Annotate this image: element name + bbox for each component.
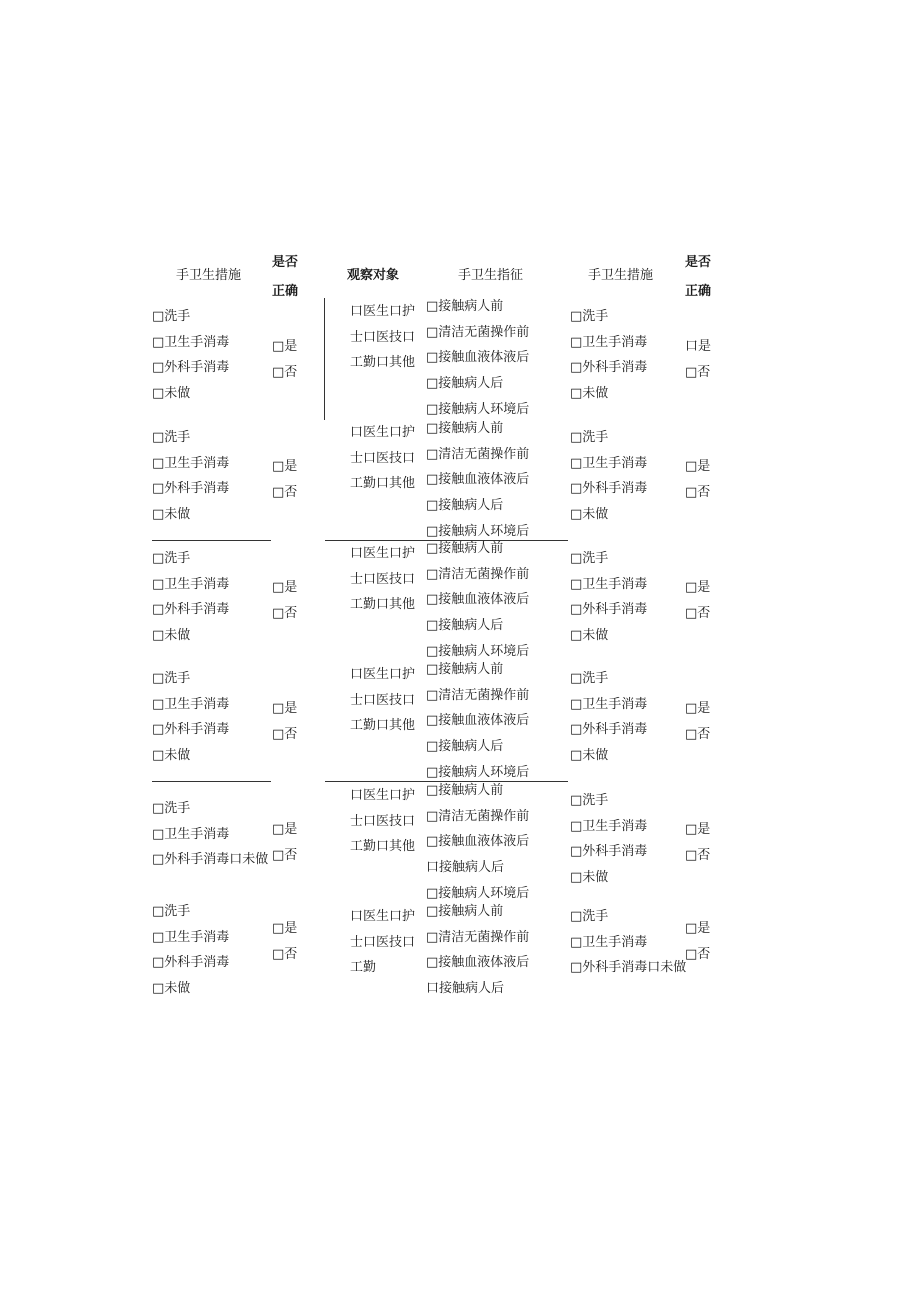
checkbox-after-body-fluid[interactable]: □接触血液体液后 — [426, 713, 530, 729]
checkbox-before-aseptic[interactable]: □清洁无菌操作前 — [426, 929, 530, 945]
observer-line2[interactable]: 士口医技口 — [350, 571, 416, 587]
checkbox-surgical-disinfection[interactable]: □外科手消毒 — [152, 955, 230, 971]
checkbox-no[interactable]: □否 — [272, 484, 298, 500]
checkbox-after-body-fluid[interactable]: □接触血液体液后 — [426, 350, 530, 366]
row3-indications — [426, 536, 529, 664]
observer-line2[interactable]: 士口医技口 — [350, 813, 416, 829]
checkbox-wash-hands[interactable]: □洗手 — [152, 801, 191, 816]
observer-line3[interactable]: 工勤口其他 — [350, 355, 416, 371]
checkbox-after-body-fluid[interactable]: □接触血液体液后 — [426, 592, 530, 608]
checkbox-hand-disinfection[interactable]: □卫生手消毒 — [570, 818, 648, 834]
checkbox-no[interactable]: □否 — [685, 726, 711, 742]
row6-measures-left — [152, 899, 229, 1002]
row5-indications — [426, 778, 529, 906]
checkbox-hand-disinfection[interactable]: □卫生手消毒 — [570, 455, 648, 471]
checkbox-wash-hands[interactable]: □洗手 — [570, 909, 609, 924]
row2-correct-left — [272, 454, 297, 505]
checkbox-hand-disinfection[interactable]: □卫生手消毒 — [152, 696, 230, 712]
checkbox-before-patient[interactable]: □接触病人前 — [426, 783, 504, 798]
checkbox-before-aseptic[interactable]: □清洁无菌操作前 — [426, 446, 530, 462]
checkbox-no[interactable]: □否 — [685, 484, 711, 500]
observer-line1[interactable]: 口医生口护 — [350, 667, 416, 682]
checkbox-before-patient[interactable]: □接触病人前 — [426, 662, 504, 677]
row6-correct-left — [272, 916, 297, 967]
row4-measures-right — [570, 666, 647, 769]
checkbox-no[interactable]: □否 — [272, 726, 298, 742]
checkbox-wash-hands[interactable]: □洗手 — [152, 904, 191, 919]
row3-observer — [350, 541, 415, 618]
checkbox-before-aseptic[interactable]: □清洁无菌操作前 — [426, 687, 530, 703]
checkbox-after-body-fluid[interactable]: □接触血液体液后 — [426, 472, 530, 488]
checkbox-no[interactable]: □否 — [685, 364, 711, 380]
checkbox-no[interactable]: □否 — [272, 946, 298, 962]
checkbox-surgical-disinfection[interactable]: □外科手消毒 — [152, 602, 230, 618]
checkbox-hand-disinfection[interactable]: □卫生手消毒 — [152, 929, 230, 945]
row5-correct-left — [272, 817, 297, 868]
checkbox-wash-hands[interactable]: □洗手 — [570, 671, 609, 686]
row4-indications — [426, 657, 529, 785]
checkbox-before-patient[interactable]: □接触病人前 — [426, 421, 504, 436]
checkbox-hand-disinfection[interactable]: □卫生手消毒 — [152, 334, 230, 350]
row4-correct-left — [272, 696, 297, 747]
checkbox-not-done[interactable]: □未做 — [152, 748, 191, 764]
observer-line2[interactable]: 士口医技口 — [350, 692, 416, 708]
checkbox-yes[interactable]: □是 — [272, 459, 298, 474]
divider-row4-left — [152, 781, 271, 782]
checkbox-not-done[interactable]: □未做 — [570, 628, 609, 644]
checkbox-not-done[interactable]: □未做 — [570, 870, 609, 886]
row1-correct-left — [272, 334, 297, 385]
checkbox-surgical-disinfection[interactable]: □外科手消毒 — [152, 722, 230, 738]
checkbox-hand-disinfection[interactable]: □卫生手消毒 — [570, 334, 648, 350]
checkbox-wash-hands[interactable]: □洗手 — [570, 430, 609, 445]
checkbox-not-done[interactable]: □未做 — [152, 386, 191, 402]
divider-row2-left — [152, 540, 271, 541]
row3-measures-left — [152, 546, 229, 649]
header-observation-subject: 观察对象 — [347, 268, 400, 283]
checkbox-before-aseptic[interactable]: □清洁无菌操作前 — [426, 566, 530, 582]
header-correct-left-line2: 正确 — [272, 284, 299, 299]
row5-measures-left — [152, 796, 274, 898]
checkbox-surgical-disinfection[interactable]: □外科手消毒 — [152, 360, 230, 376]
checkbox-yes[interactable]: □是 — [272, 580, 298, 595]
checkbox-no[interactable]: □否 — [685, 946, 711, 962]
checkbox-not-done[interactable]: □未做 — [570, 507, 609, 523]
observer-line1[interactable]: 口医生口护 — [350, 909, 416, 924]
row6-correct-right — [685, 916, 710, 967]
checkbox-hand-disinfection[interactable]: □卫生手消毒 — [570, 576, 648, 592]
checkbox-yes[interactable]: □是 — [685, 921, 711, 936]
row2-observer — [350, 420, 415, 497]
observer-line3[interactable]: 工勤 — [350, 960, 377, 976]
checkbox-after-environment[interactable]: □接触病人环境后 — [426, 523, 530, 539]
checkbox-after-patient[interactable]: 口接触病人后 — [426, 860, 505, 876]
row1-measures-left — [152, 304, 229, 407]
header-hand-hygiene-measure-left: 手卫生措施 — [176, 268, 242, 283]
row4-correct-right — [685, 696, 710, 747]
checkbox-after-body-fluid[interactable]: □接触血液体液后 — [426, 955, 530, 971]
checkbox-yes[interactable]: 口是 — [685, 339, 712, 354]
checkbox-after-environment[interactable]: □接触病人环境后 — [426, 401, 530, 417]
checkbox-after-patient[interactable]: 口接触病人后 — [426, 981, 505, 997]
checkbox-not-done[interactable]: □未做 — [570, 386, 609, 402]
checkbox-before-aseptic[interactable]: □清洁无菌操作前 — [426, 324, 530, 340]
checkbox-yes[interactable]: □是 — [272, 701, 298, 716]
checkbox-wash-hands[interactable]: □洗手 — [152, 551, 191, 566]
checkbox-wash-hands[interactable]: □洗手 — [570, 793, 609, 808]
checkbox-hand-disinfection[interactable]: □卫生手消毒 — [152, 576, 230, 592]
row3-measures-right — [570, 546, 647, 649]
checkbox-wash-hands[interactable]: □洗手 — [570, 551, 609, 566]
observer-line2[interactable]: 士口医技口 — [350, 450, 416, 466]
checkbox-not-done[interactable]: □未做 — [152, 981, 191, 997]
checkbox-not-done[interactable]: □未做 — [152, 628, 191, 644]
checkbox-not-done[interactable]: □未做 — [152, 507, 191, 523]
header-hand-hygiene-measure-right: 手卫生措施 — [588, 268, 654, 283]
row5-measures-right — [570, 788, 647, 891]
header-correct-right-line2: 正确 — [685, 284, 712, 299]
checkbox-wash-hands[interactable]: □洗手 — [152, 309, 191, 324]
observer-line3[interactable]: 工勤口其他 — [350, 718, 416, 734]
checkbox-after-environment[interactable]: □接触病人环境后 — [426, 643, 530, 659]
row2-correct-right — [685, 454, 710, 505]
row1-measures-right — [570, 304, 647, 407]
checkbox-hand-disinfection[interactable]: □卫生手消毒 — [152, 455, 230, 471]
observer-line1[interactable]: 口医生口护 — [350, 788, 416, 803]
checkbox-yes[interactable]: □是 — [272, 822, 298, 837]
checkbox-yes[interactable]: □是 — [685, 701, 711, 716]
row2-measures-right — [570, 425, 647, 528]
row2-indications — [426, 416, 529, 544]
checkbox-surgical-disinfection[interactable]: □外科手消毒 — [570, 360, 648, 376]
checkbox-yes[interactable]: □是 — [685, 580, 711, 595]
checkbox-surgical-disinfection[interactable]: □外科手消毒 — [570, 602, 648, 618]
checkbox-hand-disinfection[interactable]: □卫生手消毒 — [570, 696, 648, 712]
checkbox-no[interactable]: □否 — [272, 605, 298, 621]
checkbox-surgical-disinfection[interactable]: □外科手消毒 — [152, 481, 230, 497]
divider-vertical — [324, 298, 325, 420]
checkbox-yes[interactable]: □是 — [272, 339, 298, 354]
observer-line2[interactable]: 士口医技口 — [350, 329, 416, 345]
observer-line1[interactable]: 口医生口护 — [350, 546, 416, 561]
observer-line1[interactable]: 口医生口护 — [350, 425, 416, 440]
observer-line2[interactable]: 士口医技口 — [350, 934, 416, 950]
row4-observer — [350, 662, 415, 739]
header-correct-left-line1: 是否 — [272, 255, 299, 270]
checkbox-after-patient[interactable]: □接触病人后 — [426, 376, 504, 392]
row6-observer — [350, 904, 415, 981]
checkbox-no[interactable]: □否 — [685, 847, 711, 863]
checkbox-after-body-fluid[interactable]: □接触血液体液后 — [426, 834, 530, 850]
checkbox-before-patient[interactable]: □接触病人前 — [426, 541, 504, 556]
checkbox-no[interactable]: □否 — [272, 364, 298, 380]
row6-measures-right — [570, 904, 688, 1006]
header-correct-right-line1: 是否 — [685, 255, 712, 270]
observer-line3[interactable]: 工勤口其他 — [350, 839, 416, 855]
observer-line3[interactable]: 工勤口其他 — [350, 597, 416, 613]
checkbox-surgical-disinfection[interactable]: □外科手消毒 — [570, 481, 648, 497]
checkbox-before-patient[interactable]: □接触病人前 — [426, 299, 504, 314]
checkbox-after-patient[interactable]: □接触病人后 — [426, 498, 504, 514]
checkbox-wash-hands[interactable]: □洗手 — [152, 430, 191, 445]
header-hand-hygiene-indication: 手卫生指征 — [458, 268, 524, 283]
row2-measures-left — [152, 425, 229, 528]
checkbox-not-done[interactable]: □未做 — [570, 748, 609, 764]
row1-correct-right — [685, 334, 711, 385]
checkbox-before-patient[interactable]: □接触病人前 — [426, 904, 504, 919]
checkbox-after-environment[interactable]: □接触病人环境后 — [426, 885, 530, 901]
checkbox-yes[interactable]: □是 — [685, 459, 711, 474]
row5-observer — [350, 783, 415, 860]
observer-line1[interactable]: 口医生口护 — [350, 304, 416, 319]
row1-observer — [350, 299, 415, 376]
checkbox-surgical-disinfection[interactable]: □外科手消毒 — [570, 844, 648, 860]
checkbox-wash-hands[interactable]: □洗手 — [570, 309, 609, 324]
checkbox-hand-disinfection[interactable]: □卫生手消毒 — [570, 934, 648, 950]
observer-line3[interactable]: 工勤口其他 — [350, 476, 416, 492]
row3-correct-left — [272, 575, 297, 626]
row1-indications — [426, 294, 529, 422]
checkbox-surgical-disinfection[interactable]: □外科手消毒 — [570, 722, 648, 738]
checkbox-hand-disinfection[interactable]: □卫生手消毒 — [152, 826, 230, 842]
checkbox-before-aseptic[interactable]: □清洁无菌操作前 — [426, 808, 530, 824]
row6-indications — [426, 899, 529, 1002]
checkbox-after-patient[interactable]: □接触病人后 — [426, 618, 504, 634]
checkbox-after-environment[interactable]: □接触病人环境后 — [426, 764, 530, 780]
checkbox-surgical-disinfection-not-done[interactable]: □外科手消毒口未做 — [570, 960, 687, 976]
checkbox-wash-hands[interactable]: □洗手 — [152, 671, 191, 686]
row4-measures-left — [152, 666, 229, 769]
checkbox-no[interactable]: □否 — [272, 847, 298, 863]
checkbox-surgical-disinfection-not-done[interactable]: □外科手消毒口未做 — [152, 852, 269, 868]
row5-correct-right — [685, 817, 710, 868]
checkbox-no[interactable]: □否 — [685, 605, 711, 621]
row3-correct-right — [685, 575, 710, 626]
checkbox-yes[interactable]: □是 — [685, 822, 711, 837]
checkbox-yes[interactable]: □是 — [272, 921, 298, 936]
checkbox-after-patient[interactable]: □接触病人后 — [426, 739, 504, 755]
